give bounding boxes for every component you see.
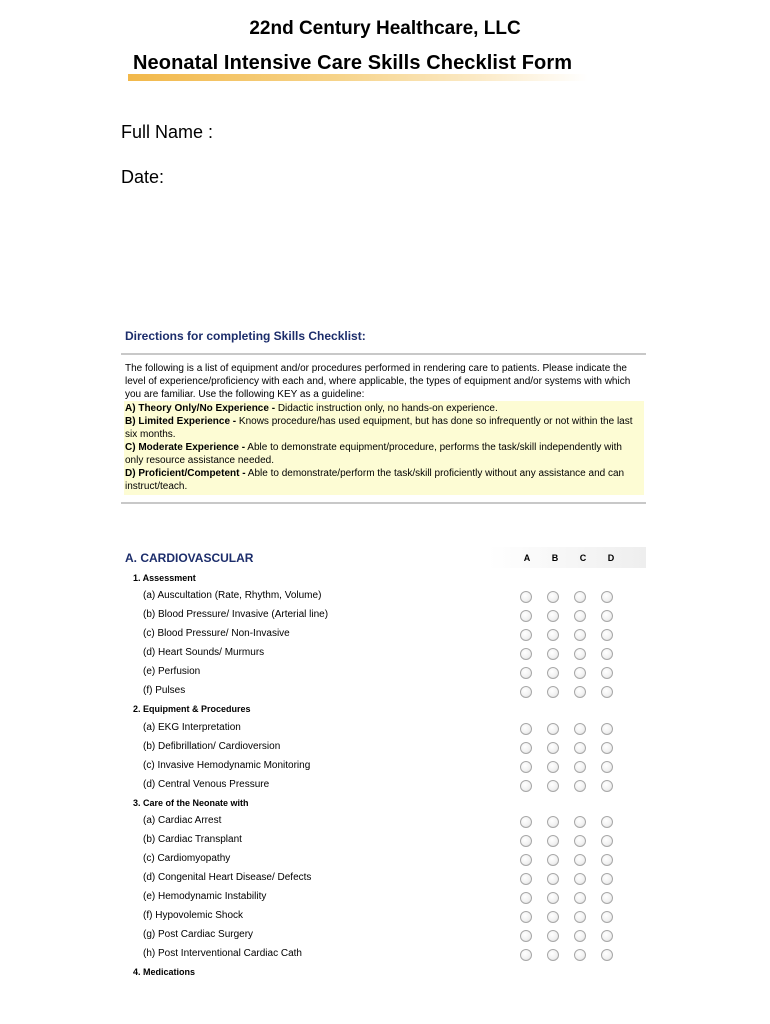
key-legend: [124, 401, 644, 495]
radio-option-a[interactable]: [520, 761, 532, 773]
radio-option-b[interactable]: [547, 723, 559, 735]
radio-option-d[interactable]: [601, 686, 613, 698]
column-header-c: C: [579, 553, 587, 563]
radio-option-c[interactable]: [574, 723, 586, 735]
radio-option-d[interactable]: [601, 723, 613, 735]
radio-option-a[interactable]: [520, 892, 532, 904]
radio-option-b[interactable]: [547, 835, 559, 847]
radio-option-c[interactable]: [574, 911, 586, 923]
radio-option-a[interactable]: [520, 835, 532, 847]
radio-option-c[interactable]: [574, 780, 586, 792]
radio-option-d[interactable]: [601, 591, 613, 603]
skill-label: (d) Central Venous Pressure: [143, 779, 270, 790]
radio-option-d[interactable]: [601, 667, 613, 679]
radio-option-d[interactable]: [601, 892, 613, 904]
full-name-label: Full Name :: [121, 122, 214, 142]
radio-option-a[interactable]: [520, 610, 532, 622]
radio-option-c[interactable]: [574, 610, 586, 622]
skill-label: (e) Hemodynamic Instability: [143, 891, 267, 902]
radio-option-b[interactable]: [547, 667, 559, 679]
radio-option-a[interactable]: [520, 816, 532, 828]
radio-option-d[interactable]: [601, 742, 613, 754]
column-header-b: B: [551, 553, 559, 563]
radio-option-c[interactable]: [574, 742, 586, 754]
radio-option-c[interactable]: [574, 761, 586, 773]
directions-intro: The following is a list of equipment and/or procedures performed in rendering care to patients. Please indicate the level of experience/proficiency with each and, where applicable, the types of equipment and/or systems with which you are familiar. Use the following KEY as a guideline:: [125, 363, 631, 400]
radio-option-d[interactable]: [601, 930, 613, 942]
subsection-title: 4. Medications: [133, 967, 196, 977]
radio-option-a[interactable]: [520, 930, 532, 942]
radio-option-d[interactable]: [601, 911, 613, 923]
radio-option-d[interactable]: [601, 780, 613, 792]
radio-option-c[interactable]: [574, 854, 586, 866]
skill-label: (d) Congenital Heart Disease/ Defects: [143, 872, 312, 883]
radio-option-b[interactable]: [547, 648, 559, 660]
radio-option-d[interactable]: [601, 873, 613, 885]
form-title: Neonatal Intensive Care Skills Checklist Form: [133, 52, 573, 74]
radio-option-b[interactable]: [547, 780, 559, 792]
radio-option-a[interactable]: [520, 667, 532, 679]
subsection-title: 3. Care of the Neonate with: [133, 798, 249, 808]
radio-option-a[interactable]: [520, 723, 532, 735]
radio-option-c[interactable]: [574, 930, 586, 942]
radio-option-b[interactable]: [547, 911, 559, 923]
radio-option-c[interactable]: [574, 873, 586, 885]
skill-label: (c) Cardiomyopathy: [143, 853, 231, 864]
column-header-d: D: [607, 553, 615, 563]
key-a: A) Theory Only/No Experience - Didactic instruction only, no hands-on experience.: [125, 403, 498, 414]
radio-option-c[interactable]: [574, 648, 586, 660]
skill-label: (a) EKG Interpretation: [143, 722, 241, 733]
radio-option-c[interactable]: [574, 591, 586, 603]
section-title: A. CARDIOVASCULAR: [125, 551, 254, 565]
key-b: B) Limited Experience - Knows procedure/has used equipment, but has done so infrequently or not within the last six months.: [125, 416, 633, 440]
subsection-title: 1. Assessment: [133, 573, 196, 583]
radio-option-b[interactable]: [547, 854, 559, 866]
radio-option-d[interactable]: [601, 648, 613, 660]
radio-option-a[interactable]: [520, 686, 532, 698]
skill-label: (c) Blood Pressure/ Non-Invasive: [143, 628, 290, 639]
key-c: C) Moderate Experience - Able to demonstrate equipment/procedure, performs the task/skill independently with only resource assistance needed.: [125, 442, 622, 466]
radio-option-a[interactable]: [520, 648, 532, 660]
radio-option-b[interactable]: [547, 761, 559, 773]
skill-label: (f) Hypovolemic Shock: [143, 910, 244, 921]
radio-option-a[interactable]: [520, 854, 532, 866]
radio-option-a[interactable]: [520, 629, 532, 641]
skill-label: (b) Cardiac Transplant: [143, 834, 242, 845]
radio-option-b[interactable]: [547, 930, 559, 942]
radio-option-b[interactable]: [547, 873, 559, 885]
radio-option-a[interactable]: [520, 949, 532, 961]
skill-label: (e) Perfusion: [143, 666, 201, 677]
radio-option-c[interactable]: [574, 816, 586, 828]
subsection-title: 2. Equipment & Procedures: [133, 704, 251, 714]
key-d: D) Proficient/Competent - Able to demonstrate/perform the task/skill proficiently without any assistance and can instruct/teach.: [125, 468, 625, 492]
radio-option-d[interactable]: [601, 629, 613, 641]
skill-label: (f) Pulses: [143, 685, 186, 696]
radio-option-d[interactable]: [601, 761, 613, 773]
radio-option-c[interactable]: [574, 686, 586, 698]
radio-option-d[interactable]: [601, 610, 613, 622]
radio-option-c[interactable]: [574, 949, 586, 961]
skill-label: (h) Post Interventional Cardiac Cath: [143, 948, 302, 959]
radio-option-c[interactable]: [574, 835, 586, 847]
radio-option-b[interactable]: [547, 610, 559, 622]
date-label: Date:: [121, 167, 165, 187]
radio-option-b[interactable]: [547, 892, 559, 904]
skill-label: (a) Auscultation (Rate, Rhythm, Volume): [143, 590, 322, 601]
radio-option-c[interactable]: [574, 629, 586, 641]
radio-option-a[interactable]: [520, 591, 532, 603]
radio-option-d[interactable]: [601, 949, 613, 961]
divider-bottom: [121, 502, 646, 504]
radio-option-b[interactable]: [547, 816, 559, 828]
radio-option-b[interactable]: [547, 591, 559, 603]
radio-option-d[interactable]: [601, 816, 613, 828]
skill-label: (d) Heart Sounds/ Murmurs: [143, 647, 265, 658]
radio-option-b[interactable]: [547, 949, 559, 961]
directions-title: Directions for completing Skills Checklist:: [125, 329, 366, 343]
radio-option-a[interactable]: [520, 911, 532, 923]
radio-option-c[interactable]: [574, 892, 586, 904]
radio-option-b[interactable]: [547, 742, 559, 754]
radio-option-a[interactable]: [520, 780, 532, 792]
radio-option-b[interactable]: [547, 686, 559, 698]
skill-label: (a) Cardiac Arrest: [143, 815, 222, 826]
radio-option-d[interactable]: [601, 854, 613, 866]
radio-option-b[interactable]: [547, 629, 559, 641]
skill-label: (b) Blood Pressure/ Invasive (Arterial line): [143, 609, 329, 620]
radio-option-c[interactable]: [574, 667, 586, 679]
skill-label: (b) Defibrillation/ Cardioversion: [143, 741, 281, 752]
column-header-a: A: [523, 553, 531, 563]
company-name: 22nd Century Healthcare, LLC: [249, 18, 521, 39]
radio-option-a[interactable]: [520, 742, 532, 754]
radio-option-a[interactable]: [520, 873, 532, 885]
directions-body: [124, 362, 644, 495]
skill-label: (c) Invasive Hemodynamic Monitoring: [143, 760, 311, 771]
title-underline: [128, 74, 588, 81]
radio-option-d[interactable]: [601, 835, 613, 847]
divider-top: [121, 353, 646, 355]
skill-label: (g) Post Cardiac Surgery: [143, 929, 254, 940]
